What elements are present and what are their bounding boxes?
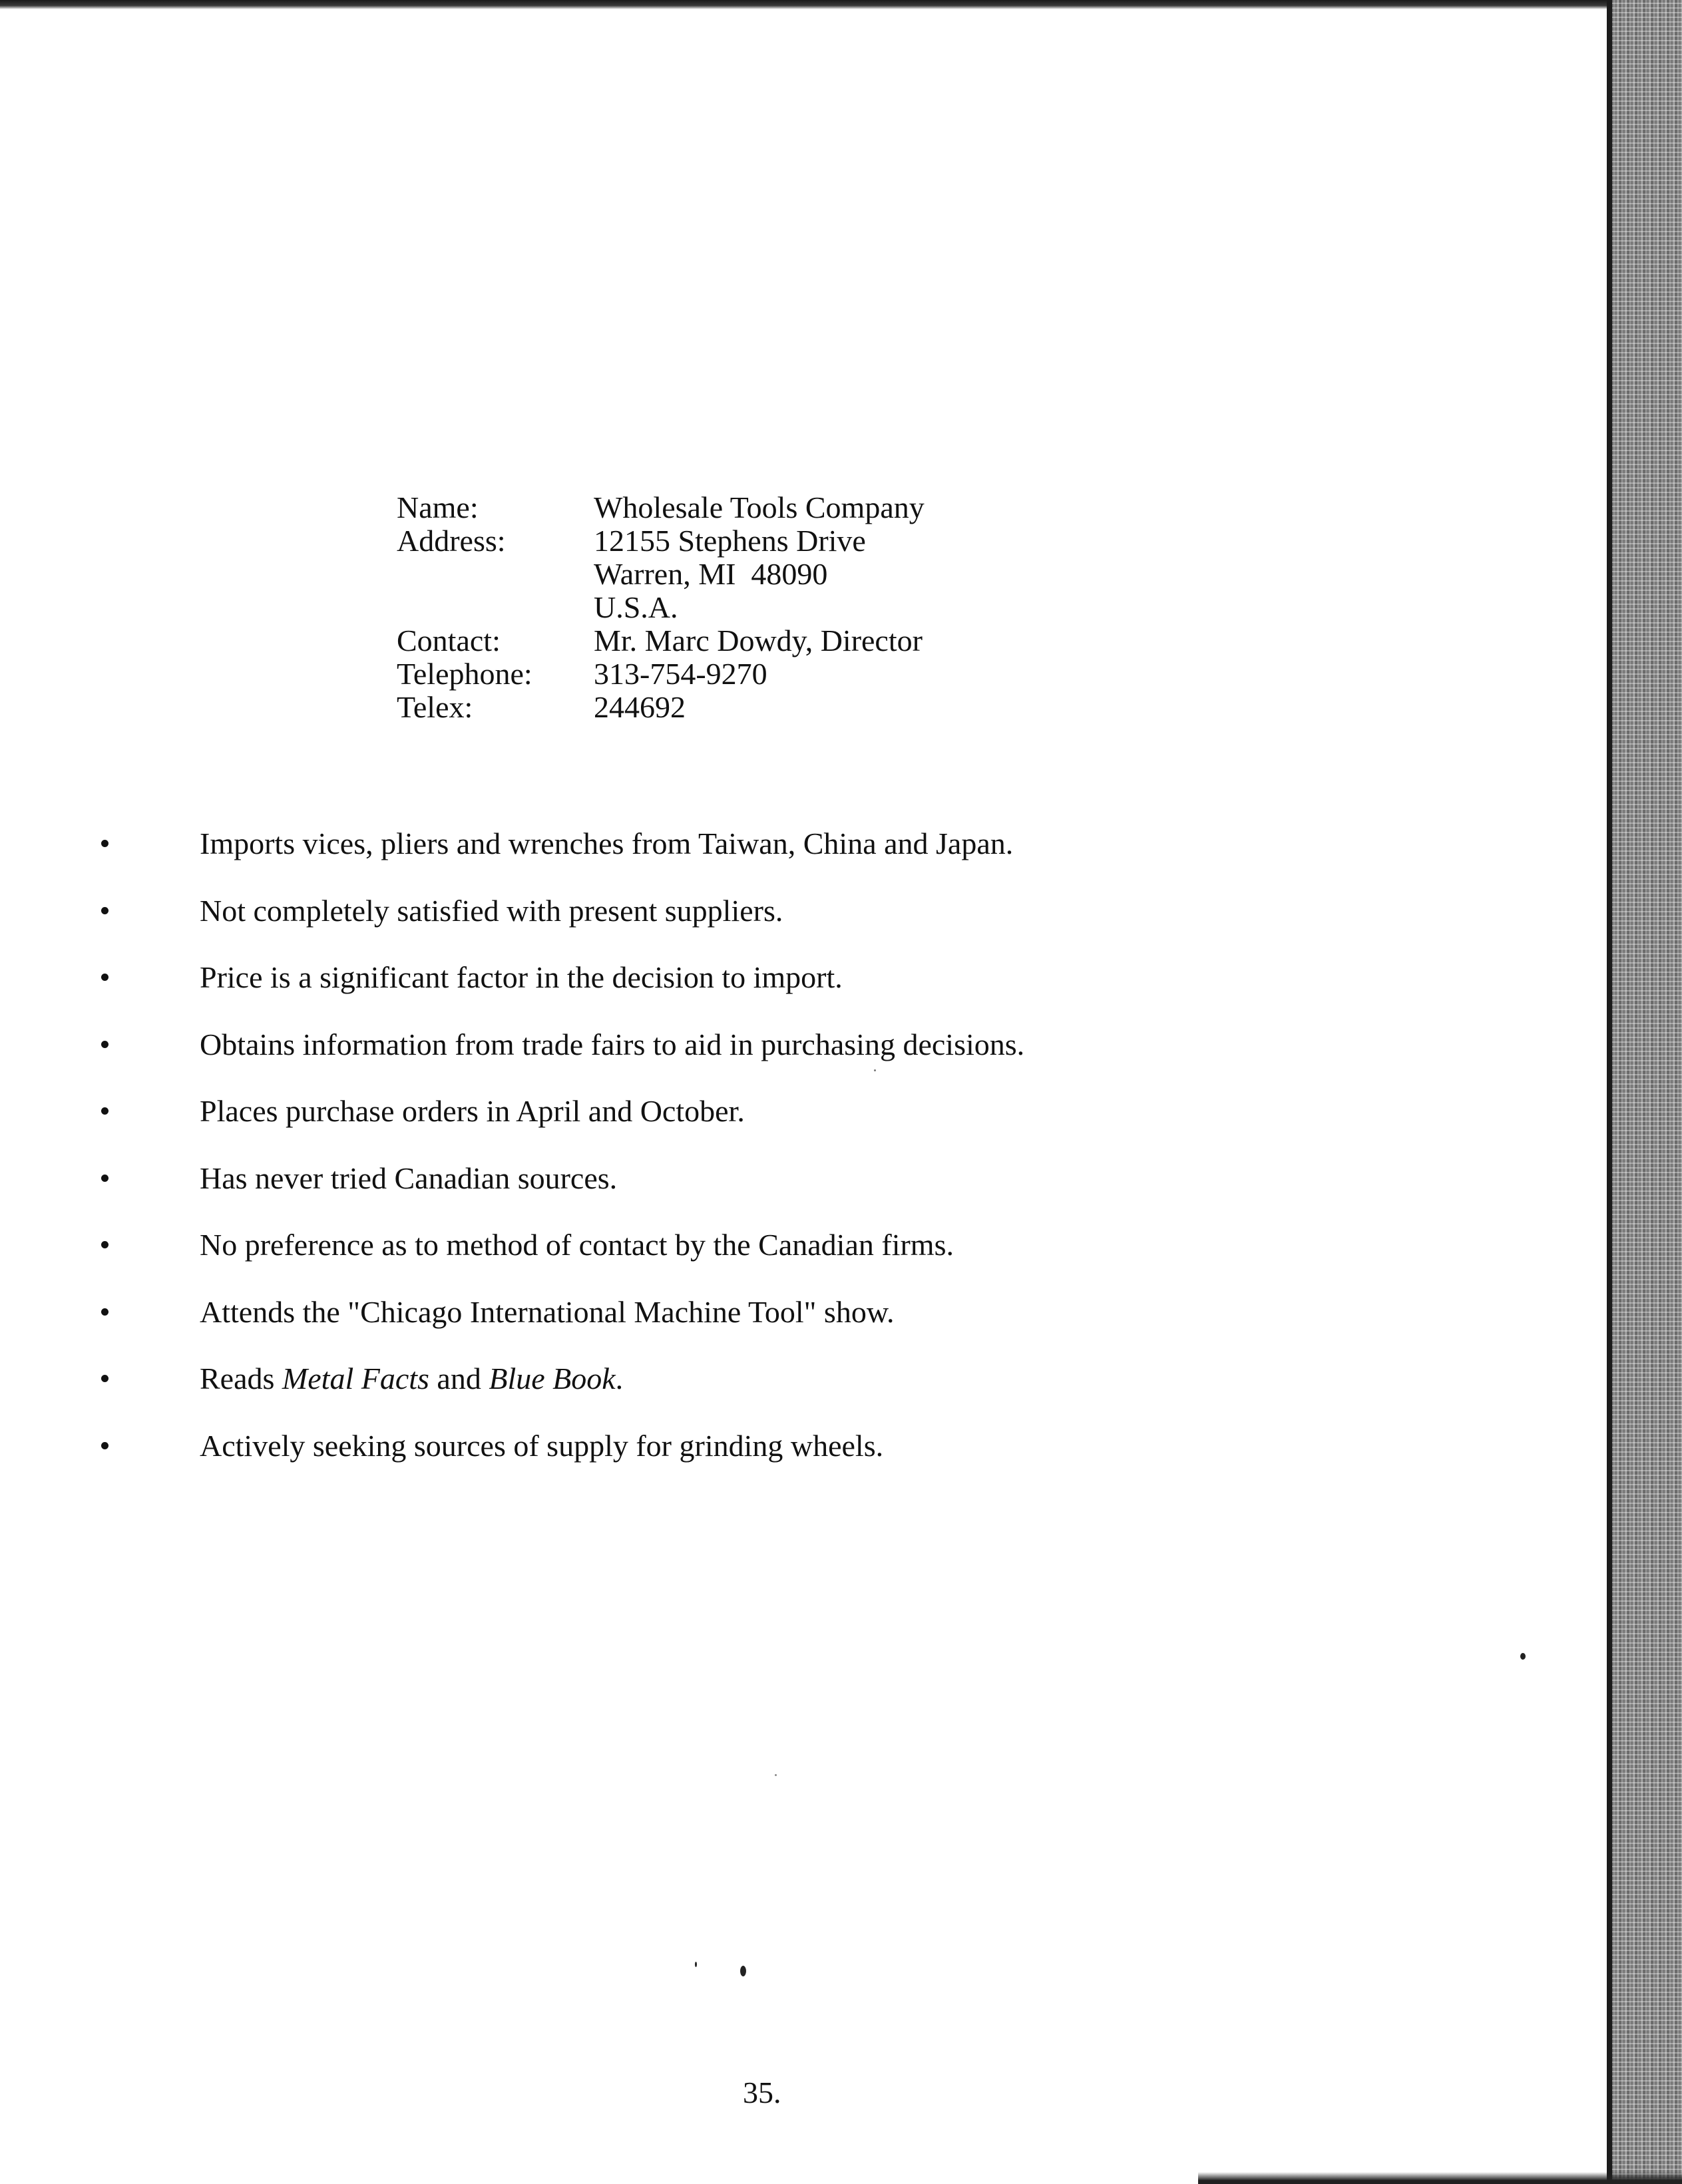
- contact-row-address: [397, 524, 925, 558]
- list-item: [93, 892, 1158, 960]
- contact-label: [397, 558, 594, 591]
- page-bottom-edge: [1198, 2172, 1682, 2184]
- bullet-icon: [101, 1241, 108, 1248]
- list-item-text: Places purchase orders in April and October.: [200, 1094, 745, 1128]
- contact-value: Wholesale Tools Company: [594, 490, 925, 524]
- stray-mark: [740, 1966, 746, 1976]
- list-item-text: Not completely satisfied with present suppliers.: [200, 893, 783, 928]
- contact-value: 313-754-9270: [594, 657, 767, 691]
- contact-row-contact: [397, 624, 925, 657]
- contact-label: Name:: [397, 490, 479, 524]
- list-item: [93, 1026, 1158, 1093]
- contact-row-address-country: [397, 591, 925, 624]
- contact-row-address-city: [397, 558, 925, 591]
- stray-mark: [874, 1069, 876, 1071]
- page-number: 35.: [743, 2076, 781, 2109]
- contact-value: 12155 Stephens Drive: [594, 524, 866, 558]
- contact-label: Telex:: [397, 690, 473, 724]
- stray-mark: [1520, 1653, 1526, 1660]
- list-item: [93, 825, 1158, 892]
- list-item-text: No preference as to method of contact by the Canadian firms.: [200, 1228, 954, 1262]
- publication-title: Metal Facts: [282, 1362, 429, 1395]
- list-item-text: Attends the "Chicago International Machine Tool" show.: [200, 1294, 895, 1329]
- list-item-text: Imports vices, pliers and wrenches from Taiwan, China and Japan.: [200, 826, 1014, 860]
- bullet-icon: [101, 1175, 108, 1182]
- list-item: [93, 1160, 1158, 1227]
- bullet-icon: [101, 974, 108, 981]
- list-item: [93, 959, 1158, 1026]
- contact-value: Warren, MI 48090: [594, 557, 828, 591]
- list-item-text: [200, 1360, 623, 1397]
- contact-label: Address:: [397, 524, 506, 558]
- bullet-icon: [101, 907, 108, 914]
- list-item: [93, 1427, 1158, 1495]
- list-item-text: Has never tried Canadian sources.: [200, 1161, 618, 1195]
- bullet-icon: [101, 1375, 108, 1382]
- contact-value: U.S.A.: [594, 590, 678, 624]
- contact-block: [397, 491, 925, 724]
- contact-row-telephone: [397, 657, 925, 691]
- contact-value: Mr. Marc Dowdy, Director: [594, 624, 923, 657]
- bullet-icon: [101, 1041, 108, 1048]
- bullet-icon: [101, 1442, 108, 1449]
- publication-title: Blue Book: [489, 1362, 616, 1395]
- text-run: and: [429, 1362, 489, 1395]
- list-item: [93, 1294, 1158, 1361]
- list-item: [93, 1226, 1158, 1294]
- contact-row-telex: [397, 691, 925, 724]
- contact-row-name: [397, 491, 925, 524]
- list-item-text: Actively seeking sources of supply for grinding wheels.: [200, 1428, 884, 1463]
- text-run: Reads: [200, 1362, 282, 1395]
- bullet-list: [93, 825, 1158, 1494]
- list-item-text: Obtains information from trade fairs to aid in purchasing decisions.: [200, 1027, 1025, 1061]
- stray-mark: [775, 1774, 777, 1776]
- page-top-edge: [0, 0, 1682, 9]
- bullet-icon: [101, 1107, 108, 1115]
- stray-mark: [695, 1962, 697, 1967]
- bullet-icon: [101, 1308, 108, 1316]
- contact-label: [397, 591, 594, 624]
- list-item: [93, 1360, 1158, 1427]
- contact-value: 244692: [594, 690, 686, 724]
- contact-label: Telephone:: [397, 657, 532, 691]
- page-binding-edge: [1607, 0, 1682, 2184]
- contact-label: Contact:: [397, 624, 501, 657]
- list-item: [93, 1093, 1158, 1160]
- bullet-icon: [101, 840, 108, 847]
- list-item-text: Price is a significant factor in the decision to import.: [200, 960, 843, 994]
- text-run: .: [615, 1362, 624, 1395]
